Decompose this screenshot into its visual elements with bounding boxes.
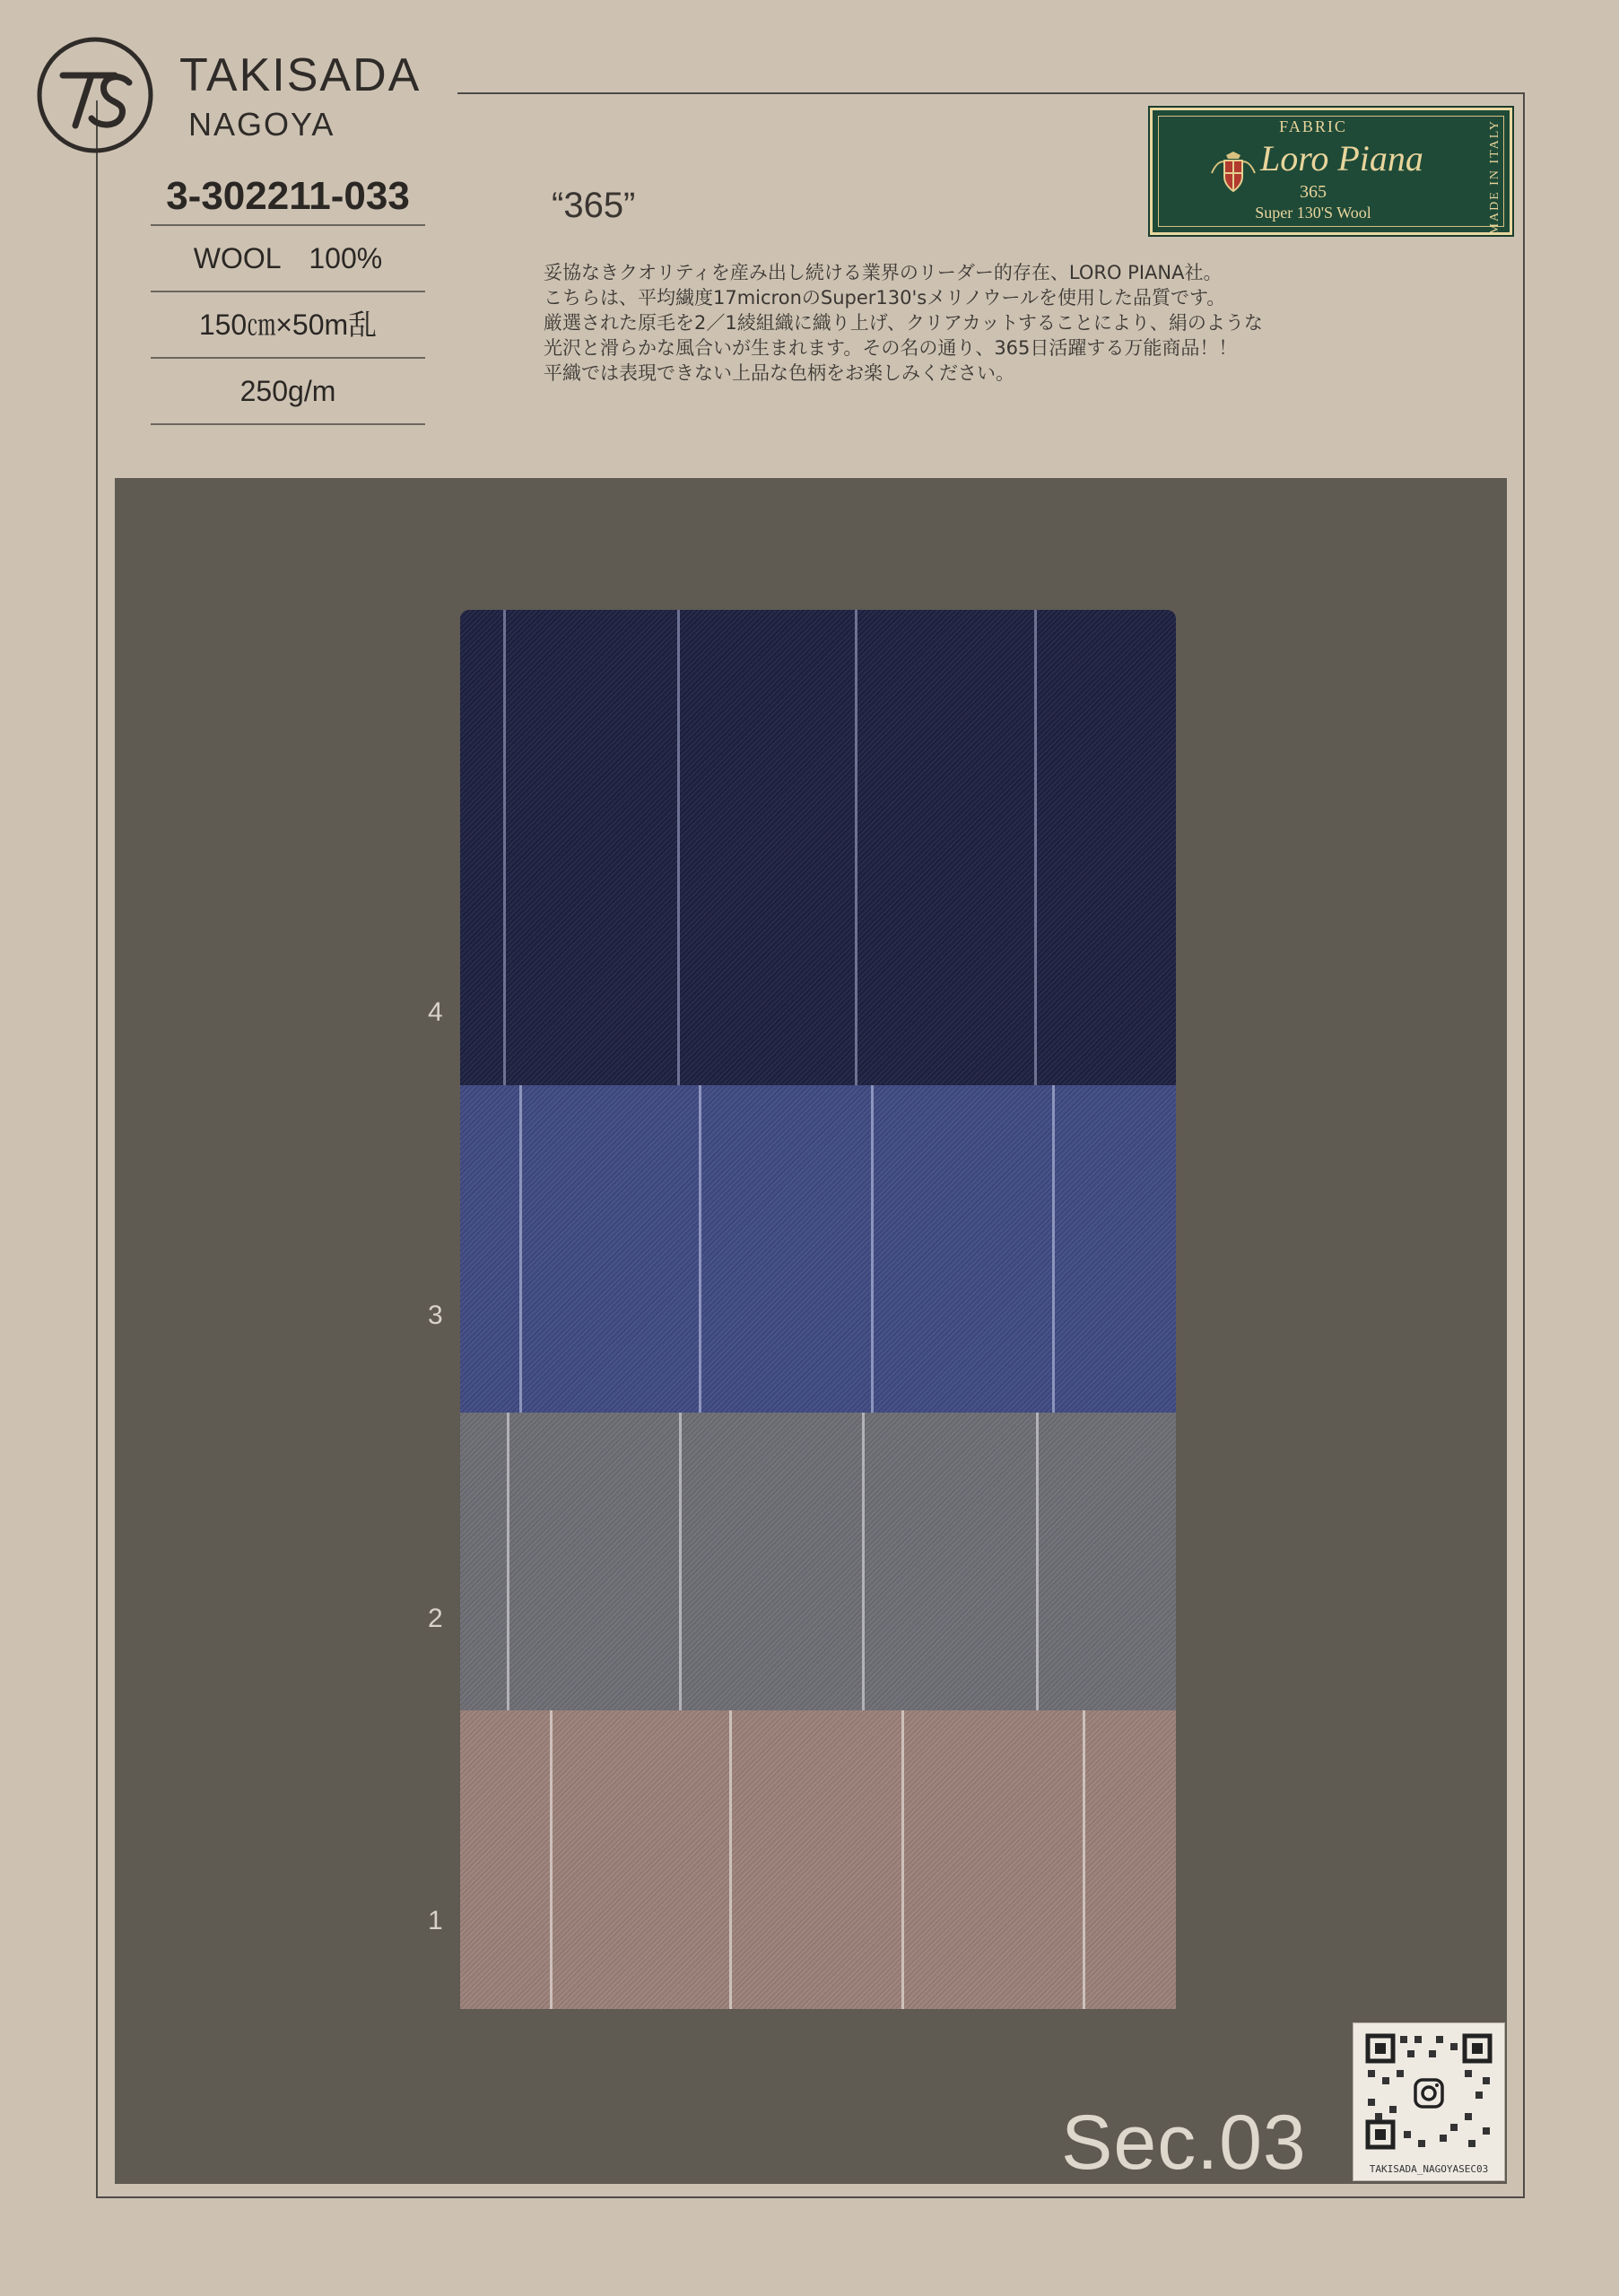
swatch-number-4: 4 [428,997,443,1027]
pinstripe [1052,1085,1055,1413]
section-label: Sec.03 [1061,2100,1307,2186]
swatch-area [460,610,1176,2009]
pinstripe [871,1085,874,1413]
description-line: こちらは、平均繊度17micronのSuper130'sメリノウールを使用した品質です。 [544,287,1226,309]
pinstripe [1036,1413,1039,1710]
pinstripe [1034,610,1037,1085]
pinstripe [855,610,857,1085]
spec-list [151,170,425,425]
product-code: 3-302211-033 [151,170,425,226]
swatch-3[interactable] [460,1085,1176,1413]
size: 150㎝×50m乱 [151,292,425,359]
qr-caption: TAKISADA_NAGOYASEC03 [1369,2163,1489,2175]
label-origin: MADE IN ITALY [1488,119,1501,235]
swatch-number-3: 3 [428,1300,443,1330]
pinstripe [507,1413,509,1710]
swatch-4[interactable] [460,610,1176,1085]
pinstripe [679,1413,682,1710]
fabric-label [1150,108,1512,235]
instagram-icon [1409,2074,1449,2113]
label-brand: Loro Piana [1260,138,1423,178]
description-line: 妥協なきクオリティを産み出し続ける業界のリーダー的存在、LORO PIANA社。 [544,262,1223,283]
weight: 250g/m [151,359,425,425]
label-fabric-text: FABRIC [1279,117,1347,135]
description-line: 厳選された原毛を2／1綾組織に織り上げ、クリアカットすることにより、絹のような [544,312,1263,334]
pinstripe [699,1085,701,1413]
pinstripe [503,610,506,1085]
description-line: 平織では表現できない上品な色柄をお楽しみください。 [544,362,1014,384]
pinstripe [1083,1710,1085,2009]
swatch-number-2: 2 [428,1604,443,1633]
brand-city: NAGOYA [188,106,335,143]
ts-monogram-icon [36,36,154,154]
label-quality: Super 130'S Wool [1255,204,1371,222]
swatch-number-1: 1 [428,1906,443,1935]
pinstripe [550,1710,553,2009]
label-number: 365 [1300,182,1327,202]
pinstripe [677,610,680,1085]
product-title: “365” [552,186,636,225]
pinstripe [519,1085,522,1413]
composition: WOOL 100% [151,226,425,292]
swatch-1[interactable] [460,1710,1176,2009]
brand-name: TAKISADA [179,49,422,101]
pinstripe [729,1710,732,2009]
swatch-2[interactable] [460,1413,1176,1710]
pinstripe [862,1413,865,1710]
description-line: 光沢と滑らかな風合いが生まれます。その名の通り、365日活躍する万能商品！！ [544,337,1238,359]
description [544,260,1279,386]
pinstripe [901,1710,904,2009]
qr-card[interactable] [1353,2022,1505,2181]
